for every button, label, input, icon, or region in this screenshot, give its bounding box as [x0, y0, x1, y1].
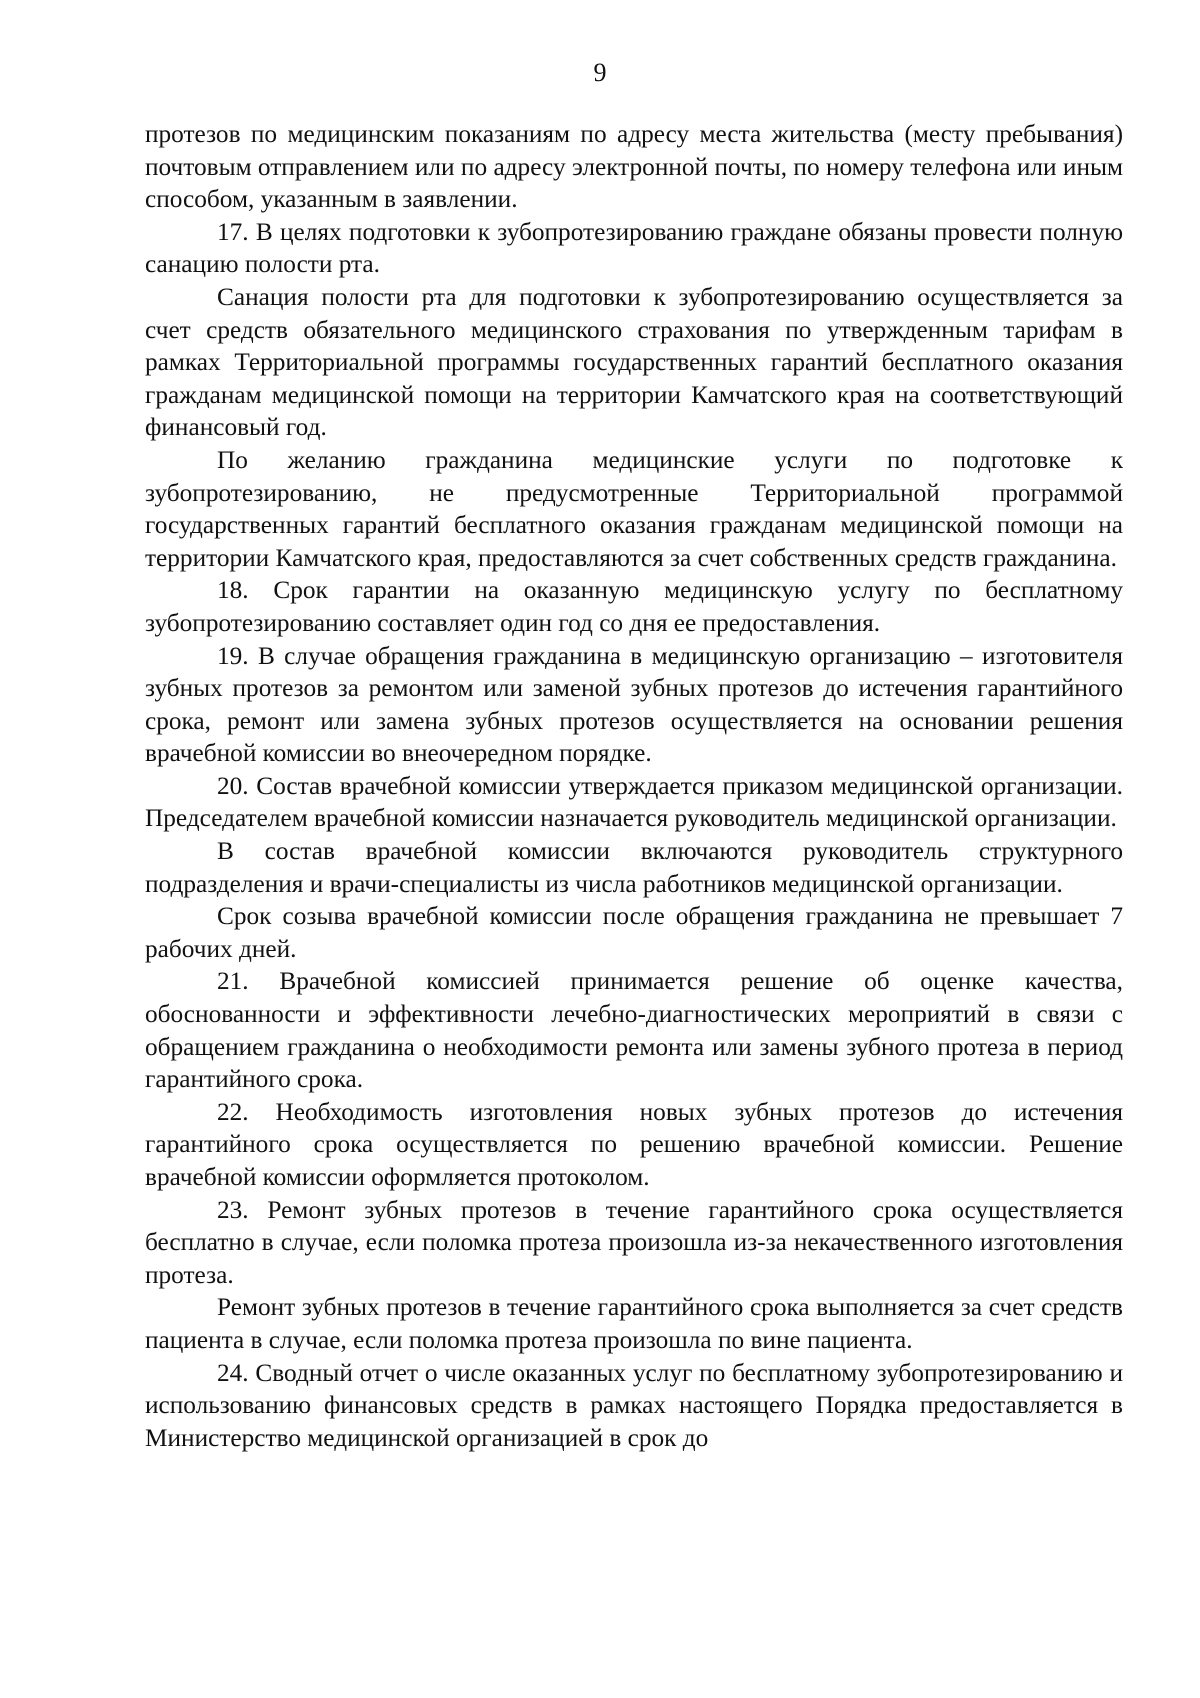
- document-body: [145, 118, 1123, 1454]
- paragraph-19: 19. В случае обращения гражданина в медицинскую организацию – изготовителя зубных протезов за ремонтом или заменой зубных протезов до истечения гарантийного срока, ремонт или замена зубных протезов осуществляется на основании решения врачебной комиссии во внеочередном порядке.: [145, 641, 1123, 768]
- paragraph-21: 21. Врачебной комиссией принимается решение об оценке качества, обоснованности и эффективности лечебно-диагностических мероприятий в связи с обращением гражданина о необходимости ремонта или замены зубного протеза в период гарантийного срока.: [145, 967, 1123, 1094]
- paragraph-repair-patient-fault: Ремонт зубных протезов в течение гарантийного срока выполняется за счет средств пациента в случае, если поломка протеза произошла по вине пациента.: [145, 1293, 1123, 1354]
- paragraph-22: 22. Необходимость изготовления новых зубных протезов до истечения гарантийного срока осуществляется по решению врачебной комиссии. Решение врачебной комиссии оформляется протоколом.: [145, 1097, 1123, 1191]
- paragraph-sanation-paid: По желанию гражданина медицинские услуги по подготовке к зубопротезированию, не предусмотренные Территориальной программой государственных гарантий бесплатного оказания гражданам медицинской помощи на территории Камчатского края, предоставляются за счет собственных средств гражданина.: [145, 445, 1123, 572]
- paragraph-sanation-funding: Санация полости рта для подготовки к зубопротезированию осуществляется за счет средств обязательного медицинского страхования по утвержденным тарифам в рамках Территориальной программы государственных гарантий бесплатного оказания гражданам медицинской помощи на территории Камчатского края на соответствующий финансовый год.: [145, 282, 1123, 442]
- page-number: 9: [593, 58, 607, 87]
- paragraph-18: 18. Срок гарантии на оказанную медицинскую услугу по бесплатному зубопротезированию составляет один год со дня ее предоставления.: [145, 576, 1123, 637]
- paragraph-commission-members: В состав врачебной комиссии включаются руководитель структурного подразделения и врачи-специалисты из числа работников медицинской организации.: [145, 837, 1123, 898]
- paragraph-continuation: протезов по медицинским показаниям по адресу места жительства (месту пребывания) почтовым отправлением или по адресу электронной почты, по номеру телефона или иным способом, указанным в заявлении.: [145, 120, 1123, 214]
- paragraph-23: 23. Ремонт зубных протезов в течение гарантийного срока осуществляется бесплатно в случае, если поломка протеза произошла из-за некачественного изготовления протеза.: [145, 1195, 1123, 1289]
- paragraph-24: 24. Сводный отчет о числе оказанных услуг по бесплатному зубопротезированию и использованию финансовых средств в рамках настоящего Порядка предоставляется в Министерство медицинской организацией в срок до: [145, 1358, 1123, 1452]
- paragraph-20: 20. Состав врачебной комиссии утверждается приказом медицинской организации. Председателем врачебной комиссии назначается руководитель медицинской организации.: [145, 771, 1123, 833]
- paragraph-17: 17. В целях подготовки к зубопротезированию граждане обязаны провести полную санацию полости рта.: [145, 217, 1123, 279]
- paragraph-commission-term: Срок созыва врачебной комиссии после обращения гражданина не превышает 7 рабочих дней.: [145, 902, 1123, 963]
